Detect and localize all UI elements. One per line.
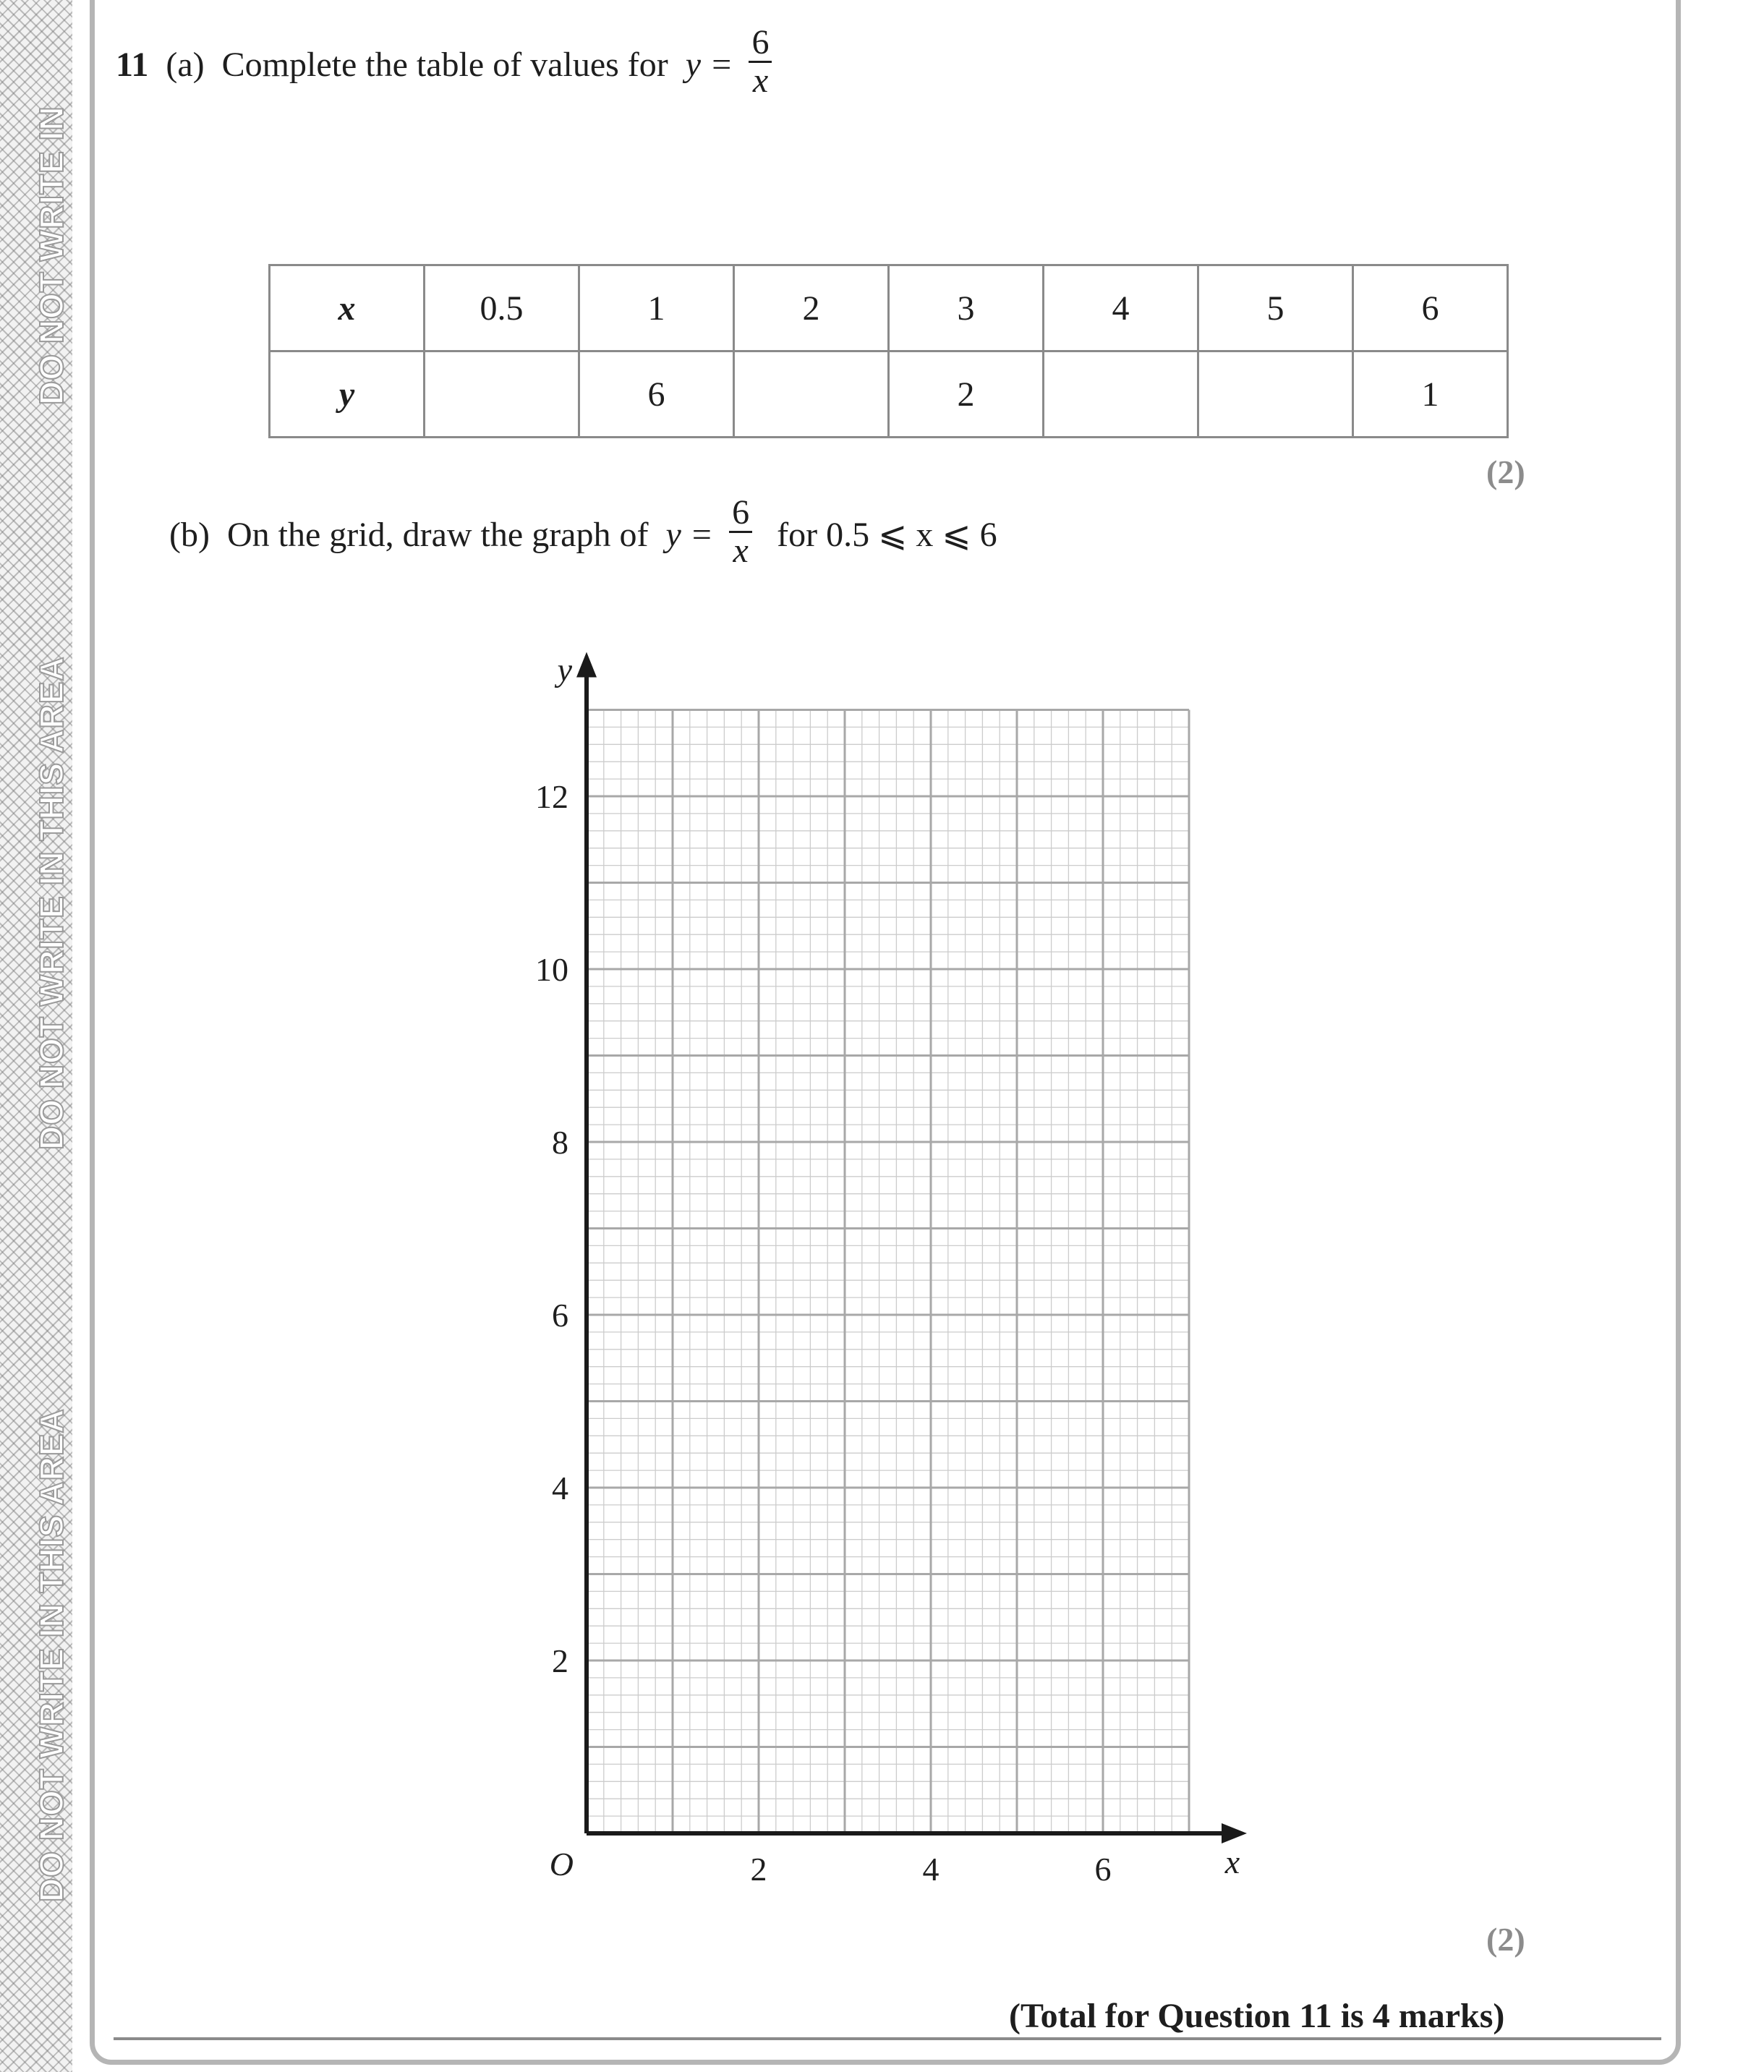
table-cell-y: 6 xyxy=(579,351,734,438)
y-tick-label: 2 xyxy=(552,1642,568,1679)
y-tick-label: 12 xyxy=(535,778,568,815)
bottom-rule xyxy=(114,2037,1661,2040)
origin-label: O xyxy=(549,1846,574,1883)
y-tick-label: 8 xyxy=(552,1124,568,1161)
tick-labels xyxy=(535,652,1240,1888)
y-tick-label: 4 xyxy=(552,1470,568,1506)
major-gridlines xyxy=(587,710,1189,1834)
table-cell-y: 1 xyxy=(1353,351,1508,438)
table-header-y: y xyxy=(270,351,425,438)
y-tick-label: 6 xyxy=(552,1297,568,1334)
y-axis-arrow xyxy=(576,652,597,678)
part-a-eq-lhs: y = xyxy=(685,45,733,84)
question-number: 11 xyxy=(116,45,149,84)
x-axis-label: x xyxy=(1224,1843,1240,1880)
table-cell-x: 1 xyxy=(579,265,734,351)
part-b-eq-lhs: y = xyxy=(665,515,714,554)
minor-gridlines xyxy=(587,710,1189,1834)
y-axis-label: y xyxy=(557,651,572,688)
part-b-frac-den: x xyxy=(733,532,749,571)
part-a-marks: (2) xyxy=(1486,453,1525,490)
margin-label-1: DO NOT WRITE IN xyxy=(33,106,70,405)
part-b-text: On the grid, draw the graph of xyxy=(226,515,649,554)
table-cell-x: 6 xyxy=(1353,265,1508,351)
x-tick-label: 4 xyxy=(922,1851,939,1888)
table-cell-x: 2 xyxy=(734,265,889,351)
table-cell-x: 5 xyxy=(1198,265,1353,351)
part-b-marks: (2) xyxy=(1486,1921,1525,1958)
part-a-frac-num: 6 xyxy=(749,25,772,63)
table-cell-x: 4 xyxy=(1044,265,1198,351)
x-tick-label: 6 xyxy=(1094,1851,1112,1888)
part-a-label: (a) xyxy=(166,45,205,84)
table-cell-y: 2 xyxy=(889,351,1044,438)
margin-label-3: DO NOT WRITE IN THIS AREA xyxy=(33,1408,70,1902)
part-a-text: Complete the table of values for xyxy=(221,45,668,84)
margin-label-2: DO NOT WRITE IN THIS AREA xyxy=(33,656,70,1150)
part-a-frac-den: x xyxy=(752,61,769,101)
y-tick-label: 10 xyxy=(535,951,568,988)
part-b-frac-num: 6 xyxy=(729,495,752,533)
x-axis-arrow xyxy=(1222,1823,1247,1843)
part-b-range: for 0.5 ⩽ x ⩽ 6 xyxy=(777,515,997,554)
table-cell-x: 0.5 xyxy=(425,265,579,351)
part-b-label: (b) xyxy=(169,515,210,554)
x-tick-label: 2 xyxy=(750,1851,767,1888)
question-total: (Total for Question 11 is 4 marks) xyxy=(1009,1997,1505,2035)
table-cell-x: 3 xyxy=(889,265,1044,351)
table-header-x: x xyxy=(270,265,425,351)
